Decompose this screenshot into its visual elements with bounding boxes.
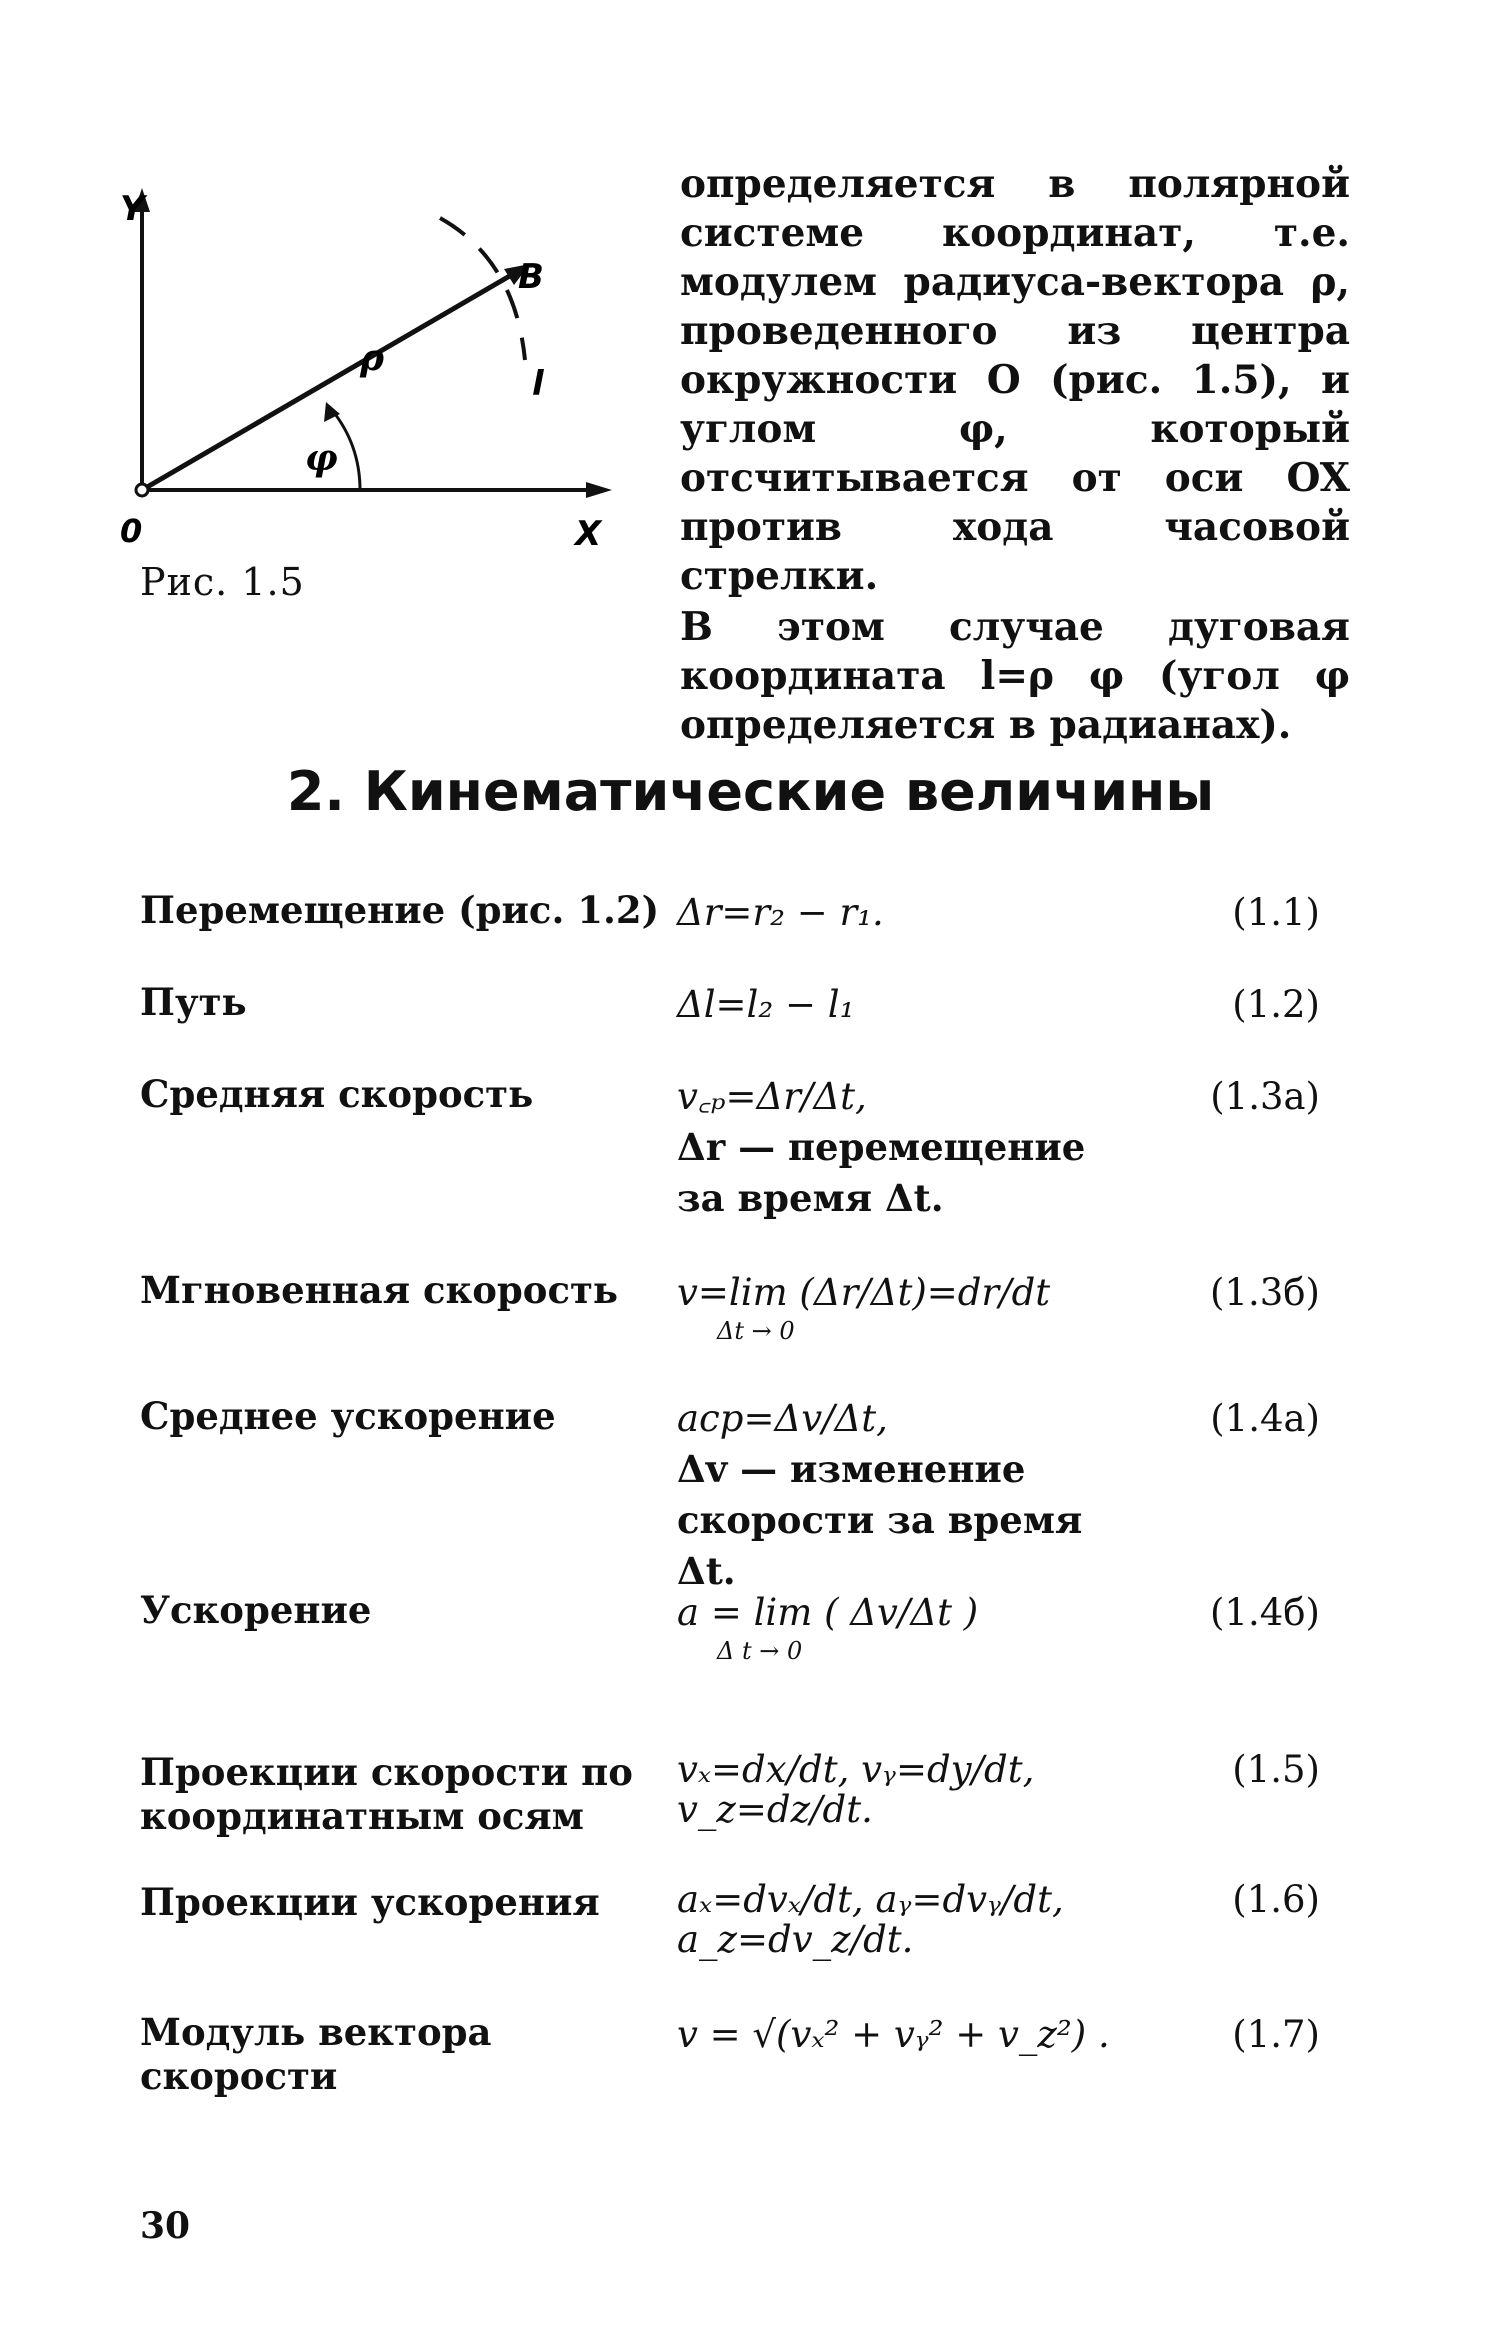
row-formula <box>677 2010 1137 2060</box>
polar-diagram <box>120 170 640 590</box>
row-formula <box>677 1072 1137 1224</box>
page-number: 30 <box>140 2205 191 2247</box>
row-formula <box>677 1588 1137 1664</box>
angle-label: φ <box>305 437 338 479</box>
formula-math: Δl=l₂ − l₁ <box>677 983 855 1026</box>
row-term: Модуль вектора скорости <box>140 2010 492 2098</box>
row-formula <box>677 1268 1137 1344</box>
equation-number: (1.1) <box>1232 891 1320 934</box>
row-term: Среднее ускорение <box>140 1394 556 1438</box>
equation-number: (1.3а) <box>1210 1075 1320 1118</box>
origin-label: 0 <box>120 512 143 550</box>
row-term: Перемещение (рис. 1.2) <box>140 888 660 932</box>
row-formula <box>677 1880 1137 1960</box>
limit-subscript: Δ t → 0 <box>717 1637 803 1665</box>
intro-paragraph-1: определяется в полярной системе координат, т.е. модулем радиуса-вектора ρ, проведенного из центра окружности O (рис. 1.5), и углом φ, который отсчитывается от оси OX против хода часовой стрелки. <box>680 161 1350 599</box>
equation-number: (1.6) <box>1232 1878 1320 1921</box>
x-axis-arrow-icon <box>586 482 612 498</box>
row-term: Средняя скорость <box>140 1072 534 1116</box>
equation-number: (1.4б) <box>1210 1591 1320 1634</box>
formula-math-continued: v_z=dz/dt. <box>677 1788 873 1831</box>
equation-number: (1.3б) <box>1210 1271 1320 1314</box>
figure-caption: Рис. 1.5 <box>140 560 305 604</box>
row-term: Проекции скорости по координатным осям <box>140 1750 633 1838</box>
axis-x-label: X <box>575 514 602 554</box>
formula-math: Δr=r₂ − r₁. <box>677 891 884 934</box>
row-formula <box>677 888 1137 938</box>
equation-number: (1.4а) <box>1210 1397 1320 1440</box>
row-formula <box>677 980 1137 1030</box>
equation-number: (1.5) <box>1232 1748 1320 1791</box>
equation-number: (1.2) <box>1232 983 1320 1026</box>
row-formula <box>677 1394 1137 1597</box>
formula-math: v = √(vₓ² + vᵧ² + v_z²) . <box>677 2013 1110 2056</box>
row-formula <box>677 1750 1137 1830</box>
formula-description: Δr — перемещение за время Δt. <box>677 1125 1086 1220</box>
formula-math-continued: a_z=dv_z/dt. <box>677 1918 914 1961</box>
formula-math: vₓ=dx/dt, vᵧ=dy/dt, <box>677 1748 1035 1791</box>
arc-label: l <box>532 364 544 404</box>
axis-y-label: Y <box>120 189 145 229</box>
vector-label: ρ <box>360 337 384 379</box>
intro-text <box>680 160 1350 750</box>
equation-number: (1.7) <box>1232 2013 1320 2056</box>
intro-paragraph-2: В этом случае дуговая координата l=ρ φ (угол φ определяется в радианах). <box>680 604 1350 748</box>
row-term: Путь <box>140 980 247 1024</box>
row-term: Проекции ускорения <box>140 1880 600 1924</box>
limit-subscript: Δt → 0 <box>717 1317 795 1345</box>
formula-math: aₓ=dvₓ/dt, aᵧ=dvᵧ/dt, <box>677 1878 1064 1921</box>
formula-description: Δv — изменение скорости за время Δt. <box>677 1447 1083 1593</box>
formula-math: v=lim (Δr/Δt)=dr/dt <box>677 1271 1051 1314</box>
section-title: 2. Кинематические величины <box>286 760 1215 823</box>
figure-1-5 <box>120 170 640 590</box>
row-term: Ускорение <box>140 1588 372 1632</box>
point-label: B <box>518 257 544 297</box>
formula-math: aср=Δv/Δt, <box>677 1397 888 1440</box>
formula-math: a = lim ( Δv/Δt ) <box>677 1591 979 1634</box>
formula-math: v꜀ₚ=Δr/Δt, <box>677 1075 867 1118</box>
row-term: Мгновенная скорость <box>140 1268 619 1312</box>
origin-point <box>136 484 148 496</box>
